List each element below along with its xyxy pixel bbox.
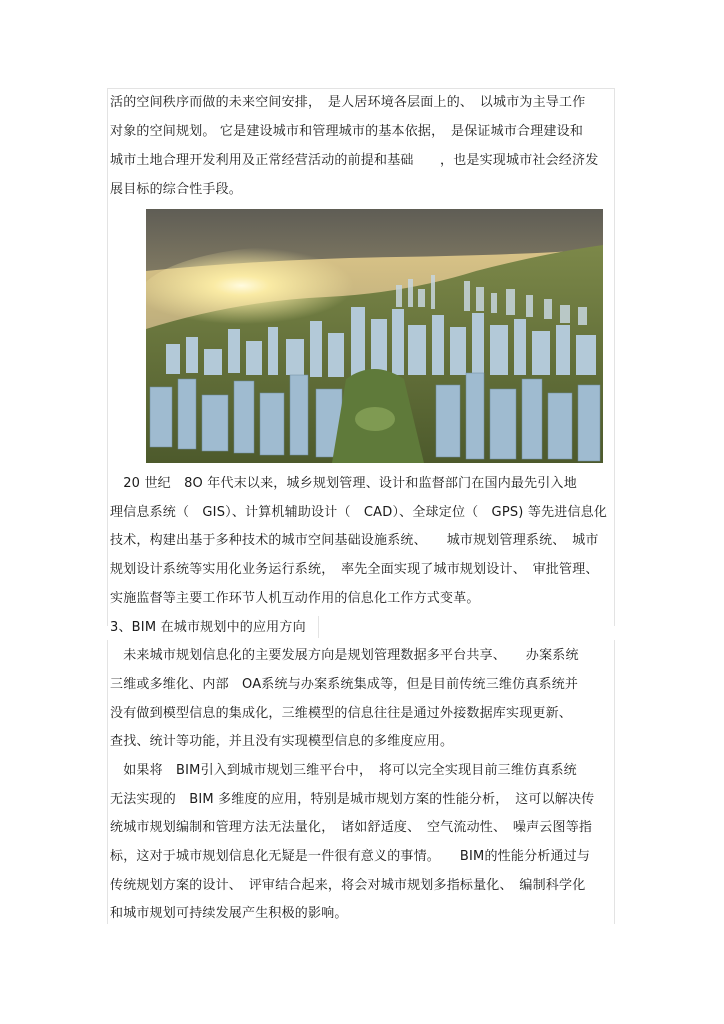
text-line: 对象的空间规划。 它是建设城市和管理城市的基本依据， 是保证城市合理建设和 [110,124,584,139]
page-border-right-lower [614,640,615,924]
text-line: 展目标的综合性手段。 [110,182,243,197]
text-line: 标，这对于城市规划信息化无疑是一件很有意义的事情。 BIM的性能分析通过与 [110,849,591,864]
text-line: 理信息系统（ GIS）、计算机辅助设计（ CAD）、全球定位（ GPS) 等先进信息化 [110,505,608,520]
text-line: 技术，构建出基于多种技术的城市空间基础设施系统、 城市规划管理系统、 城市 [110,533,599,548]
text-line: 没有做到模型信息的集成化，三维模型的信息往往是通过外接数据库实现更新、 [110,706,573,721]
text-line: 统城市规划编制和管理方法无法量化， 诸如舒适度、 空气流动性、 噪声云图等指 [110,820,593,835]
text-line: 传统规划方案的设计、 评审结合起来，将会对城市规划多指标量化、 编制科学化 [110,878,586,893]
text-line: 未来城市规划信息化的主要发展方向是规划管理数据多平台共享、 办案系统 [110,648,579,663]
page-border-top [107,88,615,89]
heading-border-right [318,616,319,638]
city-rendering-image [146,209,603,463]
text-line: 如果将 BIM引入到城市规划三维平台中， 将可以完全实现目前三维仿真系统 [110,763,577,778]
page-border-right [614,88,615,626]
section-heading: 3、BIM 在城市规划中的应用方向 [110,620,306,635]
text-line: 查找、统计等功能，并且没有实现模型信息的多维度应用。 [110,734,454,749]
text-line: 活的空间秩序而做的未来空间安排， 是人居环境各层面上的、 以城市为主导工作 [110,95,586,110]
text-line: 实施监督等主要工作环节人机互动作用的信息化工作方式变革。 [110,591,480,606]
text-line: 规划设计系统等实用化业务运行系统， 率先全面实现了城市规划设计、 审批管理、 [110,562,599,577]
text-line: 无法实现的 BIM 多维度的应用，特别是城市规划方案的性能分析， 这可以解决传 [110,792,595,807]
city-rendering-svg [146,209,603,463]
text-line: 三维或多维化、内部 OA系统与办案系统集成等，但是目前传统三维仿真系统并 [110,677,579,692]
text-line: 20 世纪 8O 年代末以来，城乡规划管理、设计和监督部门在国内最先引入地 [110,476,577,491]
text-line: 和城市规划可持续发展产生积极的影响。 [110,906,348,921]
page-border-left-lower [107,640,108,924]
page-border-left [107,88,108,626]
text-line: 城市土地合理开发利用及正常经营活动的前提和基础 ，也是实现城市社会经济发 [110,153,599,168]
